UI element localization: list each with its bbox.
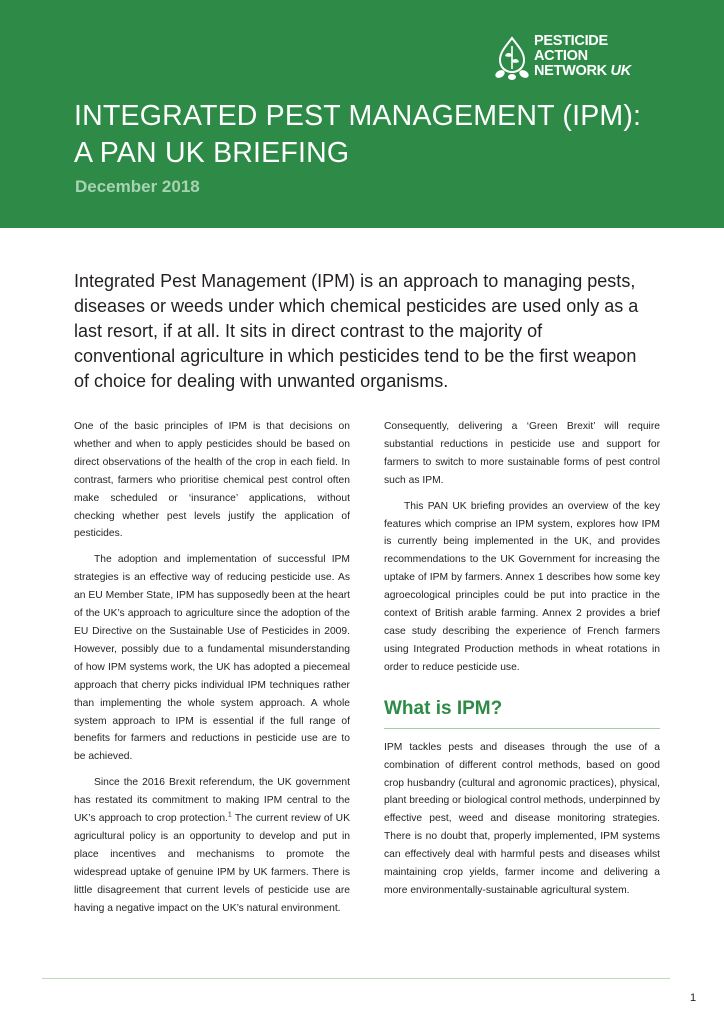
logo-line-2: ACTION [534,48,588,64]
footer-divider [42,978,670,979]
left-paragraph-3 [74,774,350,917]
pan-uk-logo[interactable] [494,34,684,86]
intro-paragraph: Integrated Pest Management (IPM) is an approach to managing pests, diseases or weeds under which chemical pesticides are used only as a last resort, if at all. It sits in direct contrast to the majority of conventional agriculture in which pesticides tend to be the first weapon of choice for dealing with unwanted organisms. [74,271,639,391]
left-paragraph-3-start: Since the 2016 Brexit referendum, the UK government has restated its commitment to making IPM central to the UK’s approach to crop protection. [74,777,350,825]
left-column [74,418,350,925]
section-heading-what-is-ipm: What is IPM? [384,697,660,729]
right-paragraph-3: IPM tackles pests and diseases through the use of a combination of different control methods, based on good crop husbandry (cultural and agronomic practices), physical, plant breeding or biological control methods, underpinned by effective pest, weed and disease monitoring strategies. There is no doubt that, properly implemented, IPM systems can effectively deal with harmful pests and diseases whilst maintaining crop yields, farmer income and delivering a more environmentally-sustainable agricultural system. [384,741,660,896]
logo-uk-text: UK [610,63,631,79]
left-paragraph-1: One of the basic principles of IPM is that decisions on whether and when to apply pesticides should be based on direct observations of the health of the crop in each field. In contrast, farmers who prioritise chemical pest control often make scheduled or ‘insurance’ applications, without checking whether pest levels justify the application of pesticides. [74,421,350,540]
publication-date: December 2018 [75,177,200,196]
right-paragraph-1: Consequently, delivering a ‘Green Brexit’ will require substantial reductions in pesticide use and support for farmers to switch to more sustainable forms of pest control such as IPM. [384,421,660,486]
logo-line-1: PESTICIDE [534,33,608,49]
header-banner [0,0,724,228]
leaf-drop-logo-icon [494,36,530,82]
right-paragraph-2: This PAN UK briefing provides an overview of the key features which comprise an IPM system, explores how IPM is currently being implemented in the UK, and provides recommendations to the UK Government for increasing the uptake of IPM by farmers. Annex 1 describes how some key agroecological principles could be put into practice in the context of British arable farming. Annex 2 provides a brief case study describing the experience of French farmers using Integrated Production methods in wheat rotations in order to reduce pesticide use. [384,500,660,673]
page-number: 1 [690,992,697,1004]
logo-line-3-text: NETWORK [534,63,607,79]
right-column [384,418,660,908]
logo-line-3 [534,64,631,79]
footnote-ref-1[interactable]: 1 [227,811,232,819]
left-paragraph-2: The adoption and implementation of successful IPM strategies is an effective way of reducing pesticide use. As an EU Member State, IPM has supposedly been at the heart of the UK’s approach to agriculture since the adoption of the EU Directive on the Sustainable Use of Pesticides in 2009. However, possibly due to a fundamental misunderstanding of how IPM systems work, the UK has adopted a piecemeal approach that cherry picks individual IPM techniques rather than implementing the whole system approach. A whole system approach to IPM is essential if the full range of benefits for farmers and reductions in pesticide use are to be achieved. [74,554,350,763]
page-title [74,98,641,172]
logo-wordmark [534,34,631,79]
title-line-1: INTEGRATED PEST MANAGEMENT (IPM): [74,100,642,132]
title-line-2: A PAN UK BRIEFING [74,137,350,169]
left-paragraph-3-end: The current review of UK agricultural policy is an opportunity to develop and put in place incentives and mechanisms to promote the widespread uptake of genuine IPM by UK farmers. There is little disagreement that current levels of pesticide use are having a negative impact on the UK’s natural environment. [74,813,350,914]
